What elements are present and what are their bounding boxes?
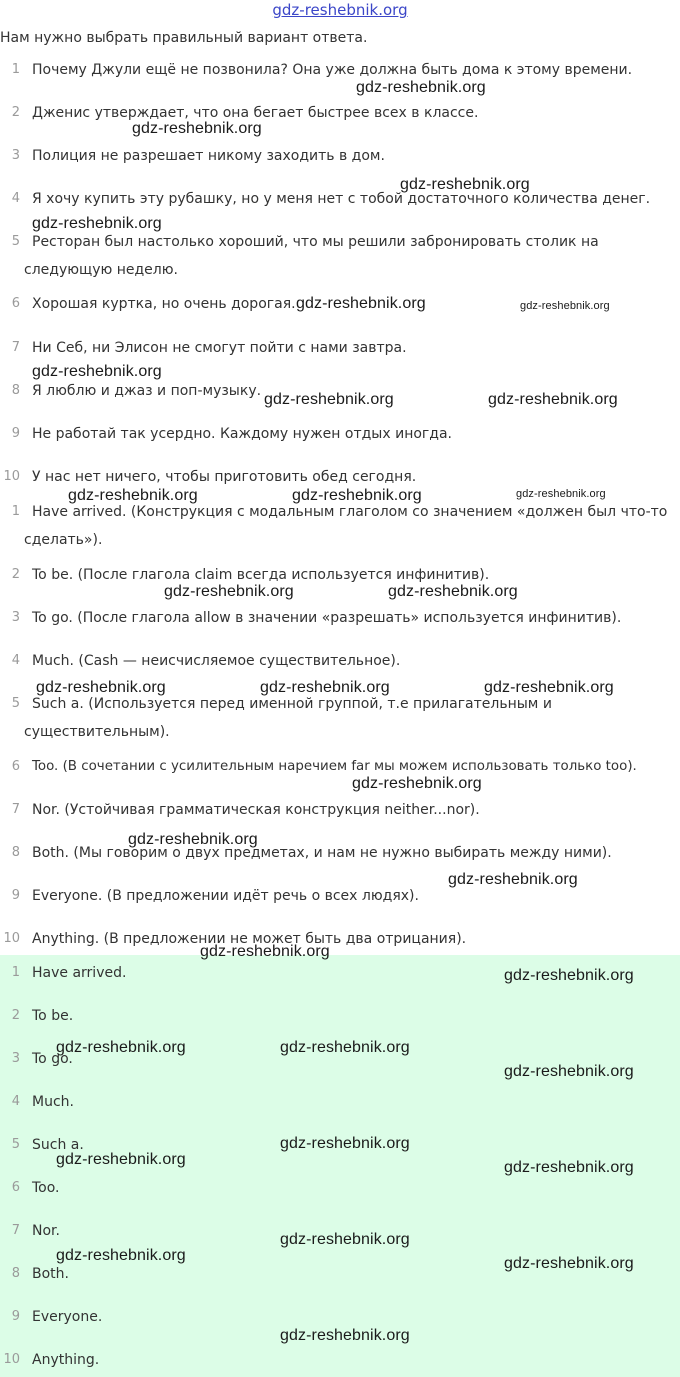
- list-item: [0, 498, 680, 554]
- item-number: 2: [11, 567, 20, 582]
- watermark: gdz-reshebnik.org: [260, 679, 390, 696]
- list-item: [0, 1346, 680, 1374]
- watermark: gdz-reshebnik.org: [56, 1247, 186, 1264]
- watermark: gdz-reshebnik.org: [504, 1159, 634, 1176]
- item-text: Such a.: [32, 1137, 84, 1153]
- watermark: gdz-reshebnik.org: [488, 391, 618, 408]
- item-number: 7: [11, 340, 20, 355]
- watermark: gdz-reshebnik.org: [56, 1151, 186, 1168]
- watermark: gdz-reshebnik.org: [484, 679, 614, 696]
- item-number: 4: [11, 653, 20, 668]
- list-item: [0, 561, 680, 589]
- watermark: gdz-reshebnik.org: [504, 1255, 634, 1272]
- item-number: 3: [11, 610, 20, 625]
- item-text: У нас нет ничего, чтобы приготовить обед сегодня.: [32, 469, 417, 485]
- item-text: Anything.: [32, 1352, 100, 1368]
- list-item: [0, 753, 680, 781]
- item-number: 6: [11, 296, 20, 311]
- item-text-continued: существительным).: [24, 724, 170, 740]
- item-number: 2: [11, 1008, 20, 1023]
- list-item: [0, 99, 680, 127]
- item-number: 9: [11, 426, 20, 441]
- watermark: gdz-reshebnik.org: [200, 943, 330, 960]
- item-number: 3: [11, 148, 20, 163]
- watermark: gdz-reshebnik.org: [520, 300, 610, 312]
- item-number: 2: [11, 105, 20, 120]
- site-link[interactable]: gdz-reshebnik.org: [272, 1, 408, 19]
- item-text-continued: следующую неделю.: [24, 262, 178, 278]
- item-text: Everyone.: [32, 1309, 103, 1325]
- item-text: Nor.: [32, 1223, 60, 1239]
- item-number: 5: [11, 696, 20, 711]
- watermark: gdz-reshebnik.org: [56, 1039, 186, 1056]
- item-text-continued: сделать»).: [24, 532, 103, 548]
- item-text: Everyone. (В предложении идёт речь о всех людях).: [32, 888, 419, 904]
- item-number: 5: [11, 1137, 20, 1152]
- watermark: gdz-reshebnik.org: [504, 967, 634, 984]
- watermark: gdz-reshebnik.org: [516, 488, 606, 500]
- item-text: Have arrived.: [32, 965, 127, 981]
- watermark: gdz-reshebnik.org: [128, 831, 258, 848]
- item-text: To be. (После глагола claim всегда используется инфинитив).: [32, 567, 490, 583]
- item-number: 9: [11, 888, 20, 903]
- list-item: [0, 839, 680, 867]
- list-item: [0, 56, 680, 84]
- list-item: [0, 1002, 680, 1030]
- item-text: Хорошая куртка, но очень дорогая.: [32, 296, 296, 312]
- watermark: gdz-reshebnik.org: [264, 391, 394, 408]
- item-text: Дженис утверждает, что она бегает быстрее всех в классе.: [32, 105, 479, 121]
- list-item: [0, 882, 680, 910]
- watermark: gdz-reshebnik.org: [400, 176, 530, 193]
- item-text: Both.: [32, 1266, 69, 1282]
- item-number: 3: [11, 1051, 20, 1066]
- watermark: gdz-reshebnik.org: [504, 1063, 634, 1080]
- item-text: To go. (После глагола allow в значении «разрешать» используется инфинитив).: [32, 610, 622, 626]
- watermark: gdz-reshebnik.org: [280, 1039, 410, 1056]
- list-item: [0, 690, 680, 746]
- item-text: Much.: [32, 1094, 74, 1110]
- list-item: [0, 647, 680, 675]
- watermark: gdz-reshebnik.org: [388, 583, 518, 600]
- watermark: gdz-reshebnik.org: [32, 363, 162, 380]
- item-text: Such a. (Используется перед именной группой, т.е прилагательным и: [32, 696, 552, 712]
- item-text: Почему Джули ещё не позвонила? Она уже должна быть дома к этому времени.: [32, 62, 633, 78]
- item-number: 4: [11, 191, 20, 206]
- list-item: [0, 228, 680, 284]
- item-text: Too.: [32, 1180, 60, 1196]
- item-number: 1: [11, 965, 20, 980]
- item-text: Both. (Мы говорим о двух предметах, и нам не нужно выбирать между ними).: [32, 845, 612, 861]
- intro-text: Нам нужно выбрать правильный вариант ответа.: [0, 30, 368, 46]
- item-number: 7: [11, 1223, 20, 1238]
- watermark: gdz-reshebnik.org: [280, 1327, 410, 1344]
- list-item: [0, 1088, 680, 1116]
- watermark: gdz-reshebnik.org: [352, 775, 482, 792]
- item-number: 5: [11, 234, 20, 249]
- watermark: gdz-reshebnik.org: [356, 79, 486, 96]
- list-item: [0, 1174, 680, 1202]
- item-number: 10: [3, 1352, 20, 1367]
- item-number: 6: [11, 759, 20, 774]
- watermark: gdz-reshebnik.org: [132, 120, 262, 137]
- watermark: gdz-reshebnik.org: [280, 1231, 410, 1248]
- watermark: gdz-reshebnik.org: [448, 871, 578, 888]
- item-number: 1: [11, 504, 20, 519]
- item-number: 10: [3, 469, 20, 484]
- item-text: To go.: [32, 1051, 73, 1067]
- list-item: [0, 796, 680, 824]
- item-text: Much. (Cash — неисчисляемое существительное).: [32, 653, 401, 669]
- watermark: gdz-reshebnik.org: [68, 487, 198, 504]
- item-number: 8: [11, 845, 20, 860]
- item-text: Не работай так усердно. Каждому нужен отдых иногда.: [32, 426, 452, 442]
- item-number: 8: [11, 1266, 20, 1281]
- item-text: Too. (В сочетании с усилительным наречием far мы можем использовать только too).: [32, 759, 637, 774]
- watermark: gdz-reshebnik.org: [32, 215, 162, 232]
- item-text: Nor. (Устойчивая грамматическая конструкция neither...nor).: [32, 802, 480, 818]
- item-text: Ресторан был настолько хороший, что мы решили забронировать столик на: [32, 234, 599, 250]
- item-text: Have arrived. (Конструкция с модальным глаголом со значением «должен был что-то: [32, 504, 668, 520]
- item-text: To be.: [32, 1008, 74, 1024]
- item-text: Я люблю и джаз и поп-музыку.: [32, 383, 262, 399]
- item-text: Ни Себ, ни Элисон не смогут пойти с нами завтра.: [32, 340, 407, 356]
- item-number: 1: [11, 62, 20, 77]
- list-item: [0, 334, 680, 362]
- item-number: 10: [3, 931, 20, 946]
- list-item: [0, 185, 680, 213]
- list-item: [0, 142, 680, 170]
- watermark: gdz-reshebnik.org: [36, 679, 166, 696]
- item-text: Полиция не разрешает никому заходить в дом.: [32, 148, 385, 164]
- list-item: [0, 420, 680, 448]
- list-item: [0, 604, 680, 632]
- item-number: 4: [11, 1094, 20, 1109]
- watermark: gdz-reshebnik.org: [280, 1135, 410, 1152]
- item-number: 9: [11, 1309, 20, 1324]
- watermark: gdz-reshebnik.org: [296, 295, 426, 312]
- item-text: Я хочу купить эту рубашку, но у меня нет с тобой достаточного количества денег.: [32, 191, 651, 207]
- item-text: Anything. (В предложении не может быть два отрицания).: [32, 931, 467, 947]
- item-number: 6: [11, 1180, 20, 1195]
- item-number: 8: [11, 383, 20, 398]
- item-number: 7: [11, 802, 20, 817]
- watermark: gdz-reshebnik.org: [164, 583, 294, 600]
- watermark: gdz-reshebnik.org: [292, 487, 422, 504]
- list-item: [0, 925, 680, 953]
